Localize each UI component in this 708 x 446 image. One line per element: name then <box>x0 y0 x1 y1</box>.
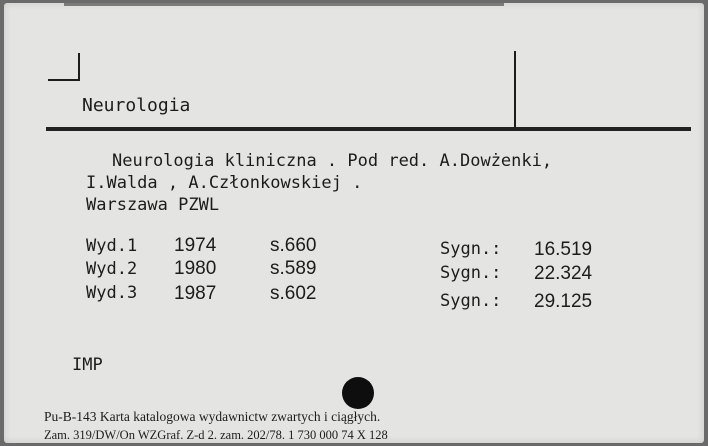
sygn-label: Sygn.: <box>440 263 502 283</box>
title-line-2: I.Walda , A.Członkowskiej . <box>86 173 363 193</box>
footer-line-1: Pu-B-143 Karta katalogowa wydawnictw zwartych i ciągłych. <box>44 409 381 424</box>
header-rule <box>46 127 691 131</box>
title-line-1: Neurologia kliniczna . Pod red. A.Dowżenki, <box>112 151 553 171</box>
footer-line-2: Zam. 319/DW/On WZGraf. Z-d 2. zam. 202/78. 1 730 000 74 X 128 <box>44 428 388 442</box>
edition-pages: s.589 <box>270 258 317 279</box>
edition-year: 1974 <box>174 235 217 256</box>
subject-heading: Neurologia <box>82 95 191 116</box>
catalog-card <box>4 3 704 443</box>
punch-hole <box>342 377 374 409</box>
edition-year: 1987 <box>174 283 217 304</box>
title-line-3: Warszawa PZWL <box>86 195 220 215</box>
sygn-label: Sygn.: <box>440 239 502 259</box>
corner-mark-horizontal <box>48 79 80 81</box>
edition-label: Wyd.1 <box>86 236 138 256</box>
edition-pages: s.660 <box>270 235 317 256</box>
edition-year: 1980 <box>174 258 217 279</box>
header-separator <box>514 51 516 129</box>
sygn-number: 16.519 <box>534 239 593 260</box>
corner-mark-vertical <box>78 53 80 81</box>
edition-label: Wyd.3 <box>86 283 138 303</box>
imp-label: IMP <box>72 355 103 375</box>
top-edge-bar <box>64 3 504 6</box>
sygn-label: Sygn.: <box>440 291 502 311</box>
edition-pages: s.602 <box>270 283 317 304</box>
edition-label: Wyd.2 <box>86 259 138 279</box>
sygn-number: 29.125 <box>534 291 593 312</box>
sygn-number: 22.324 <box>534 263 593 284</box>
